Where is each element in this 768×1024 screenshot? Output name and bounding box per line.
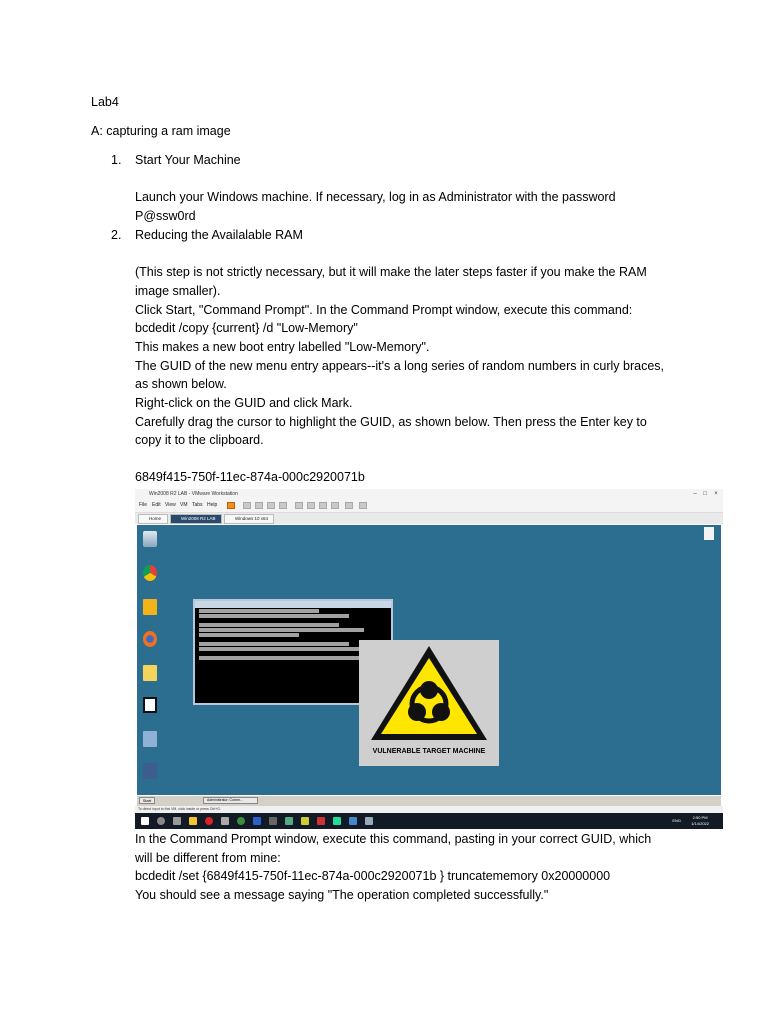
vmware-icon xyxy=(285,817,293,825)
tab-win2008: Win2008 R2 LAB xyxy=(170,514,222,524)
guid-text: 6849f415-750f-11ec-874a-000c2920071b xyxy=(135,470,365,484)
menu-file: File xyxy=(139,502,148,508)
cmd-task-button: Administrator: Comm... xyxy=(203,797,258,804)
app-icon xyxy=(333,817,341,825)
app-icon xyxy=(143,731,157,747)
toolbar-icon xyxy=(243,502,251,509)
task-view-icon xyxy=(173,817,181,825)
cmd-output-line xyxy=(199,614,349,618)
banner-label: VULNERABLE TARGET MACHINE xyxy=(372,748,486,755)
doc-title: Lab4 xyxy=(91,95,119,109)
excel-icon xyxy=(143,599,157,615)
recycle-bin-icon xyxy=(143,531,157,547)
guest-start-button: Start xyxy=(139,797,155,804)
cmd-output-line xyxy=(199,656,364,660)
menu-help: Help xyxy=(207,502,218,508)
windows-start-icon xyxy=(141,817,149,825)
cmd-output-line xyxy=(199,633,299,637)
app-icon xyxy=(221,817,229,825)
host-clock xyxy=(691,815,709,826)
clock-time: 2:50 PM xyxy=(692,815,708,820)
minimize-icon: – xyxy=(693,491,697,497)
toolbar-icon xyxy=(331,502,339,509)
vm-window-title: Win2008 R2 LAB - VMware Workstation xyxy=(149,491,238,497)
toolbar-icon xyxy=(255,502,263,509)
folder-icon xyxy=(143,665,157,681)
toolbar-icon xyxy=(279,502,287,509)
step2-line: This makes a new boot entry labelled "Low-Memory". xyxy=(135,340,430,354)
biohazard-warning-icon xyxy=(359,640,499,748)
close-icon: × xyxy=(714,491,718,497)
after-command: bcdedit /set {6849f415-750f-11ec-874a-000c2920071b } truncatememory 0x20000000 xyxy=(135,869,611,883)
cmd-title-bar xyxy=(195,601,391,608)
toolbar-icon xyxy=(267,502,275,509)
step2-line: copy it to the clipboard. xyxy=(135,433,264,447)
toolbar-icon xyxy=(319,502,327,509)
step2-line: Carefully drag the cursor to highlight the GUID, as shown below. Then press the Enter key to xyxy=(135,415,647,429)
app-icon xyxy=(205,817,213,825)
tray-language: ENG xyxy=(672,818,681,823)
search-icon xyxy=(157,817,165,825)
cmd-output-line xyxy=(199,609,319,613)
after-line: In the Command Prompt window, execute this command, pasting in your correct GUID, which xyxy=(135,832,652,846)
step1-number: 1. xyxy=(111,153,122,167)
cmd-output-line xyxy=(199,623,339,627)
file-icon xyxy=(704,527,714,540)
guest-taskbar xyxy=(137,795,721,806)
step2-line: as shown below. xyxy=(135,377,227,391)
toolbar-icon xyxy=(359,502,367,509)
step2-heading: Reducing the Availalable RAM xyxy=(135,228,303,242)
app-icon xyxy=(365,817,373,825)
vm-menu-bar xyxy=(135,499,723,513)
menu-vm: VM xyxy=(180,502,188,508)
step2-line: Click Start, "Command Prompt". In the Command Prompt window, execute this command: xyxy=(135,303,633,317)
step2-line: (This step is not strictly necessary, but it will make the later steps faster if you make the RAM xyxy=(135,265,647,279)
app-icon xyxy=(349,817,357,825)
vm-status-bar: To direct input to this VM, click inside or press Ctrl+G. xyxy=(135,806,723,813)
vm-tab-bar xyxy=(135,513,723,524)
step2-line: The GUID of the new menu entry appears--it's a long series of random numbers in curly braces, xyxy=(135,359,665,373)
after-line: will be different from mine: xyxy=(135,851,281,865)
cmd-output-line xyxy=(199,647,374,651)
step2-line: image smaller). xyxy=(135,284,221,298)
app-icon xyxy=(253,817,261,825)
step2-number: 2. xyxy=(111,228,122,242)
app-icon xyxy=(317,817,325,825)
chrome-icon xyxy=(143,565,157,581)
menu-tabs: Tabs xyxy=(192,502,203,508)
vm-desktop xyxy=(137,525,721,795)
pause-icon xyxy=(227,502,235,509)
menu-view: View xyxy=(165,502,176,508)
tab-windows10: Windows 10 x64 xyxy=(224,514,274,524)
firefox-icon xyxy=(143,631,157,647)
vm-title-bar xyxy=(135,489,723,499)
tab-home: Home xyxy=(138,514,168,524)
vmware-screenshot xyxy=(135,489,723,829)
toolbar-icon xyxy=(345,502,353,509)
chrome-icon xyxy=(237,817,245,825)
app-icon xyxy=(143,763,157,779)
maximize-icon: □ xyxy=(703,491,707,497)
step1-line2: P@ssw0rd xyxy=(135,209,196,223)
cmd-output-line xyxy=(199,628,364,632)
app-icon xyxy=(301,817,309,825)
step2-line: Right-click on the GUID and click Mark. xyxy=(135,396,353,410)
step1-line1: Launch your Windows machine. If necessary, log in as Administrator with the password xyxy=(135,190,616,204)
cmd-output-line xyxy=(199,642,349,646)
step2-command: bcdedit /copy {current} /d "Low-Memory" xyxy=(135,321,358,335)
app-icon xyxy=(269,817,277,825)
clock-date: 1/14/2022 xyxy=(691,820,709,826)
section-heading: A: capturing a ram image xyxy=(91,124,231,138)
hex-editor-icon xyxy=(143,697,157,713)
file-explorer-icon xyxy=(189,817,197,825)
vulnerable-target-banner xyxy=(359,640,499,766)
host-taskbar xyxy=(135,813,723,829)
step1-heading: Start Your Machine xyxy=(135,153,241,167)
after-line: You should see a message saying "The operation completed successfully." xyxy=(135,888,549,902)
toolbar-icon xyxy=(295,502,303,509)
toolbar-icon xyxy=(307,502,315,509)
menu-edit: Edit xyxy=(152,502,161,508)
